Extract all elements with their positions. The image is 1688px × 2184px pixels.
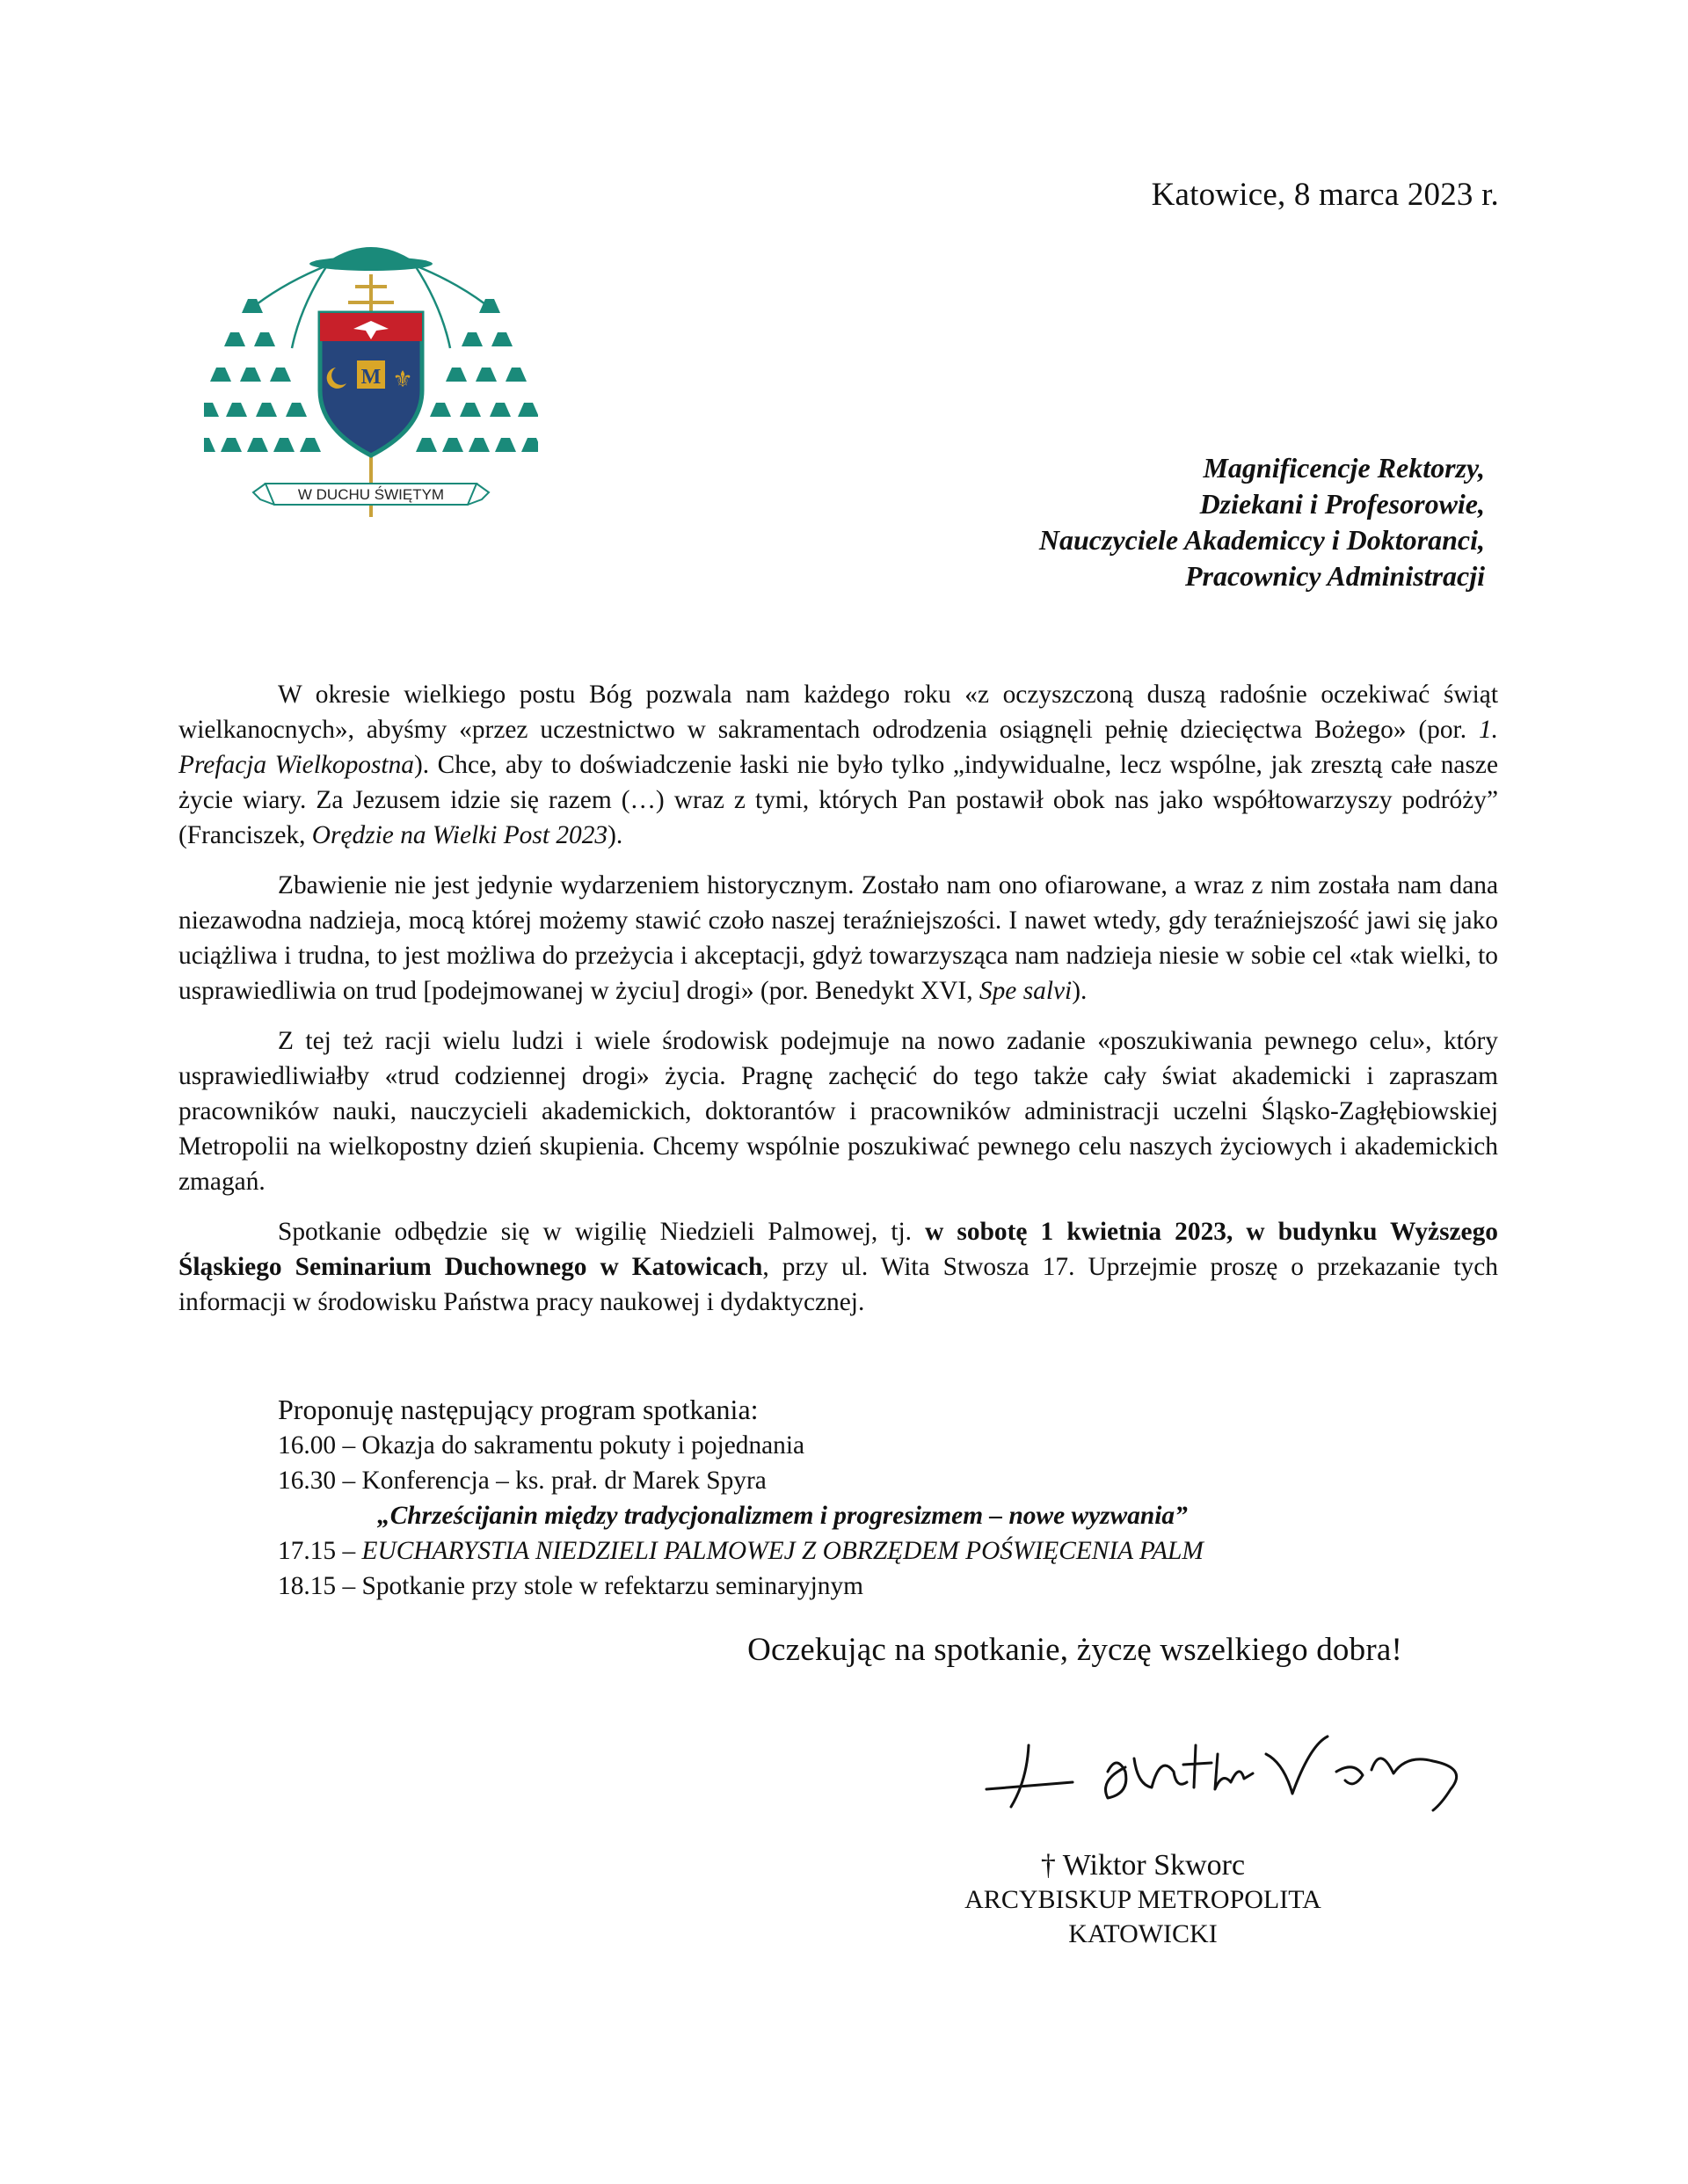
paragraph: W okresie wielkiego postu Bóg pozwala nam każdego roku «z oczyszczoną duszą radośnie oczekiwać świąt wielkanocnych», abyśmy «przez uczestnictwo w sakramentach odrodzenia osiągnęli pełnię dziecięctwa Bożego» (por. 1. Prefacja Wielkopostna). Chce, aby to doświadczenie łaski nie było tylko „indywidualne, lecz wspólne, jak zresztą całe nasze życie wiary. Za Jezusem idzie się razem (…) wraz z tymi, których Pan postawił obok nas jako współtowarzyszy podróży” (Franciszek, Orędzie na Wielki Post 2023). bbox=[178, 681, 1499, 849]
conference-topic: „Chrześcijanin między tradycjonalizmem i progresizmem – nowe wyzwania” bbox=[377, 1502, 1188, 1530]
program-item: 17.15 – EUCHARYSTIA NIEDZIELI PALMOWEJ Z OBRZĘDEM POŚWIĘCENIA PALM bbox=[278, 1537, 1204, 1565]
paragraph: Z tej też racji wielu ludzi i wiele środowisk podejmuje na nowo zadanie «poszukiwania pewnego celu», który usprawiedliwiałby «trud codziennej drogi» życia. Pragnę zachęcić do tego także cały świat akademicki i zapraszam pracowników nauki, nauczycieli akademickich, doktorantów i pracowników administracji uczelni Śląsko-Zagłębiowskiej Metropolii na wielkopostny dzień skupienia. Chcemy wspólnie poszukiwać pewnego celu naszych życiowych i akademickich zmagań. bbox=[178, 1027, 1498, 1196]
tassels-right bbox=[416, 299, 538, 452]
meeting-program bbox=[278, 1391, 1509, 1604]
signature-icon bbox=[976, 1719, 1503, 1842]
program-item: 16.00 – Okazja do sakramentu pokuty i pojednania bbox=[278, 1431, 805, 1460]
coat-of-arms-icon bbox=[204, 236, 538, 526]
program-item: 18.15 – Spotkanie przy stole w refektarzu seminaryjnym bbox=[278, 1572, 864, 1600]
recipient-line: Nauczyciele Akademiccy i Doktoranci, bbox=[1038, 524, 1485, 556]
motto-banner bbox=[253, 484, 489, 505]
signer-name: † Wiktor Skworc bbox=[1040, 1849, 1246, 1882]
closing-line: Oczekując na spotkanie, życzę wszelkiego dobra! bbox=[747, 1632, 1402, 1668]
crest-motto: W DUCHU ŚWIĘTYM bbox=[297, 486, 445, 503]
signer-block bbox=[923, 1848, 1363, 1951]
galero-hat-icon bbox=[309, 247, 433, 271]
program-intro: Proponuję następujący program spotkania: bbox=[278, 1394, 759, 1425]
recipients-block bbox=[1039, 450, 1485, 594]
recipient-line: Magnificencje Rektorzy, bbox=[1203, 452, 1485, 484]
signer-title: KATOWICKI bbox=[1068, 1919, 1218, 1948]
shield-icon bbox=[320, 313, 422, 455]
signer-title: ARCYBISKUP METROPOLITA bbox=[964, 1885, 1321, 1914]
letter-body bbox=[178, 677, 1498, 1335]
recipient-line: Pracownicy Administracji bbox=[1184, 560, 1485, 592]
tassels-left bbox=[204, 299, 321, 452]
svg-text:M: M bbox=[360, 366, 382, 389]
program-item: 16.30 – Konferencja – ks. prał. dr Marek Spyra bbox=[278, 1467, 767, 1495]
paragraph: Zbawienie nie jest jedynie wydarzeniem historycznym. Zostało nam ono ofiarowane, a wraz z nim została nam dana niezawodna nadzieja, mocą której możemy stawić czoło naszej teraźniejszości. I nawet wtedy, gdy teraźniejszość jawi się jako uciążliwa i trudna, to jest możliwa do przeżycia i akceptacji, gdyż towarzysząca nam nadzieja niesie w sobie cel «tak wielki, to usprawiedliwia on trud [podejmowanej w życiu] drogi» (por. Benedykt XVI, Spe salvi). bbox=[178, 871, 1498, 1005]
svg-text:⚜: ⚜ bbox=[392, 367, 413, 393]
recipient-line: Dziekani i Profesorowie, bbox=[1199, 488, 1485, 520]
paragraph: Spotkanie odbędzie się w wigilię Niedzieli Palmowej, tj. w sobotę 1 kwietnia 2023, w budynku Wyższego Śląskiego Seminarium Duchownego w Katowicach, przy ul. Wita Stwosza 17. Uprzejmie proszę o przekazanie tych informacji w środowisku Państwa pracy naukowej i dydaktycznej. bbox=[178, 1218, 1498, 1316]
letter-date: Katowice, 8 marca 2023 r. bbox=[1151, 177, 1499, 213]
